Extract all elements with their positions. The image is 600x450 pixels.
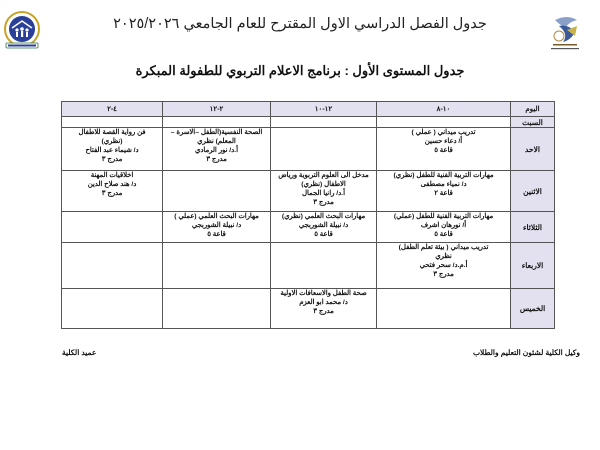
vice-dean-signature-label: وكيل الكلية لشئون التعليم والطلاب <box>472 348 580 357</box>
schedule-cell <box>62 243 163 289</box>
schedule-cell <box>271 128 377 171</box>
day-label: الخميس <box>511 289 555 329</box>
schedule-cell <box>377 243 511 289</box>
schedule-cell <box>163 243 271 289</box>
cell-text-line: قاعة ٥ <box>314 231 333 238</box>
day-label: الاربعاء <box>511 243 555 289</box>
cell-text-line: د/ محمد ابو العزم <box>299 299 348 306</box>
cell-text-line: قاعة ٥ <box>434 231 453 238</box>
cell-text-line: أ.م.د/ سحر فتحي <box>419 262 468 269</box>
column-header-10-12: ١٢-١٠ <box>271 102 377 117</box>
schedule-cell <box>62 171 163 212</box>
cell-text-line: أ/ نورهان اشرف <box>420 222 467 229</box>
table-row <box>62 128 555 171</box>
university-logo <box>545 12 585 54</box>
cell-text-line: مهارات البحث العلمي (نظري) <box>281 213 366 220</box>
cell-text-line: د/ نبيلة الشوربجي <box>298 222 349 229</box>
table-row <box>62 289 555 329</box>
schedule-cell <box>163 289 271 329</box>
cell-text-line: مهارات البحث العلمي (عملي ) <box>174 213 259 220</box>
table-row <box>62 117 555 128</box>
cell-text-line: قاعة ٢ <box>434 190 453 197</box>
cell-text-line: د/ هند صلاح الدين <box>87 181 137 188</box>
cell-text-line: قاعة ٥ <box>207 231 226 238</box>
page-title: جدول الفصل الدراسي الاول المقترح للعام الجامعي ٢٠٢٥/٢٠٢٦ <box>113 16 487 32</box>
table-row <box>62 243 555 289</box>
schedule-cell <box>377 117 511 128</box>
schedule-cell <box>62 289 163 329</box>
cell-text-line: تدريب ميداني ( عملي ) <box>411 129 476 136</box>
cell-text-line: فن رواية القصة للاطفال <box>78 129 146 136</box>
column-header-day: اليوم <box>511 102 555 117</box>
column-header-8-10: ١٠-٨ <box>377 102 511 117</box>
column-header-2-4: ٤-٢ <box>62 102 163 117</box>
schedule-cell <box>163 117 271 128</box>
cell-text-line: د/ شيماء عبد الفتاح <box>85 147 139 154</box>
cell-text-line: مهارات التربية الفنية للطفل (عملي) <box>393 213 494 220</box>
schedule-subtitle: جدول المستوى الأول : برنامج الاعلام التربوي للطفولة المبكرة <box>135 63 465 78</box>
cell-text-line: المعلم) نظري <box>197 138 236 145</box>
schedule-cell <box>377 171 511 212</box>
cell-text-line: أ/ دعاء حسين <box>424 138 463 145</box>
day-label: الاحد <box>511 128 555 171</box>
schedule-cell <box>271 117 377 128</box>
cell-text-line: أ.د/ رانيا الجمال <box>302 190 345 197</box>
cell-text-line: مهارات التربية الفنية للطفل (نظري) <box>393 172 494 179</box>
cell-text-line: مدخل الى العلوم التربوية ورياض <box>278 172 369 179</box>
cell-text-line: د/ نمياء مصطفى <box>420 181 467 188</box>
schedule-cell <box>163 171 271 212</box>
cell-text-line: مدرج ٣ <box>206 156 227 163</box>
schedule-cell <box>271 289 377 329</box>
day-label: السبت <box>511 117 555 128</box>
schedule-cell <box>271 212 377 243</box>
cell-text-line: مدرج ٣ <box>433 271 454 278</box>
schedule-cell <box>62 128 163 171</box>
schedule-cell <box>62 212 163 243</box>
table-row <box>62 212 555 243</box>
schedule-cell <box>377 212 511 243</box>
table-header-row <box>62 102 555 117</box>
cell-text-line: أ.د/ نور الرمادي <box>195 147 238 154</box>
cell-text-line: اخلاقيات المهنة <box>90 172 134 179</box>
schedule-table <box>61 101 555 329</box>
cell-text-line: الاطفال (نظري) <box>301 181 346 188</box>
cell-text-line: قاعة ٥ <box>434 147 453 154</box>
schedule-cell <box>377 128 511 171</box>
cell-text-line: مدرج ٣ <box>101 156 123 163</box>
schedule-cell <box>62 117 163 128</box>
cell-text-line: مدرج ٣ <box>313 199 334 206</box>
day-label: الاثنين <box>511 171 555 212</box>
cell-text-line: صحة الطفل والاسعافات الاولية <box>280 290 367 297</box>
cell-text-line: مدرج ٣ <box>313 308 334 315</box>
dean-signature-label: عميد الكلية <box>62 348 97 357</box>
schedule-cell <box>377 289 511 329</box>
day-label: الثلاثاء <box>511 212 555 243</box>
table-row <box>62 171 555 212</box>
cell-text-line: مدرج ٣ <box>101 190 123 197</box>
schedule-cell <box>163 128 271 171</box>
cell-text-line: تدريب ميداني ( بيئة تعلم الطفل) <box>398 244 489 251</box>
schedule-cell <box>271 171 377 212</box>
cell-text-line: (نظري) <box>101 138 123 145</box>
cell-text-line: الصحة النفسية(الطفل –الاسرة – <box>170 129 263 136</box>
column-header-12-2: ٢-١٢ <box>163 102 271 117</box>
schedule-cell <box>271 243 377 289</box>
cell-text-line: نظري <box>435 253 452 260</box>
schedule-cell <box>163 212 271 243</box>
faculty-logo <box>2 10 42 50</box>
cell-text-line: د/ نبيلة الشوربجي <box>191 222 242 229</box>
